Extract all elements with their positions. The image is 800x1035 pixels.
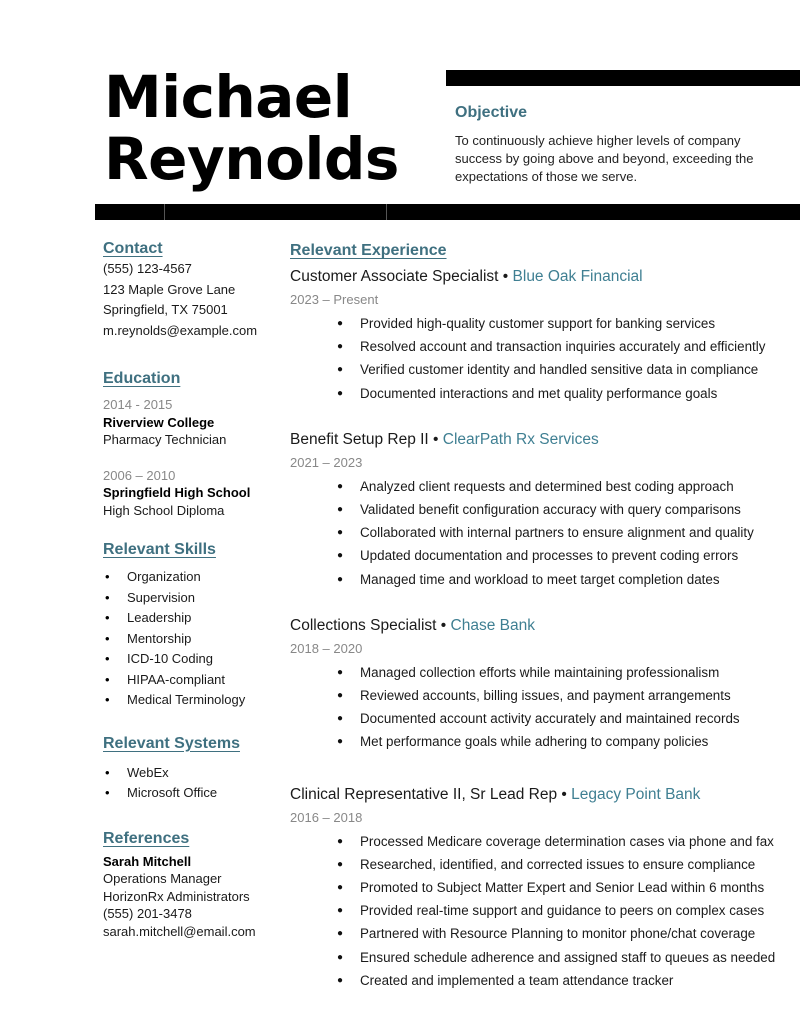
references-section [103, 830, 283, 941]
job-bullet: ● Provided real-time support and guidance to peers on complex cases [290, 899, 795, 922]
skill-item: • Medical Terminology [103, 690, 283, 711]
job-title: Benefit Setup Rep II [290, 430, 429, 448]
education-school: Riverview College [103, 414, 215, 430]
job-bullet: ● Resolved account and transaction inquiries accurately and efficiently [290, 335, 795, 358]
job-entry [290, 266, 795, 405]
job-company: ClearPath Rx Services [442, 430, 599, 448]
job-title: Collections Specialist [290, 616, 437, 634]
skill-item: • HIPAA-compliant [103, 670, 283, 691]
experience-section [290, 242, 795, 992]
job-separator: • [436, 616, 451, 634]
education-program: High School Diploma [103, 502, 225, 518]
job-company: Chase Bank [450, 616, 535, 634]
job-dates: 2016 – 2018 [290, 809, 363, 825]
first-name: Michael [104, 63, 353, 131]
job-dates: 2018 – 2020 [290, 640, 363, 656]
job-bullet: ● Analyzed client requests and determined best coding approach [290, 475, 795, 498]
education-entry [103, 396, 283, 449]
last-name: Reynolds [104, 125, 399, 193]
education-years: 2006 – 2010 [103, 467, 176, 483]
job-bullet: ● Partnered with Resource Planning to monitor phone/chat coverage [290, 922, 795, 945]
job-title: Clinical Representative II, Sr Lead Rep [290, 785, 558, 803]
education-title: Education [103, 370, 181, 387]
job-bullets [290, 312, 795, 405]
job-separator: • [498, 268, 513, 285]
job-separator: • [557, 785, 572, 803]
job-bullet: ● Processed Medicare coverage determination cases via phone and fax [290, 830, 795, 853]
job-heading [290, 429, 795, 451]
skill-item: • Supervision [103, 588, 283, 609]
skills-section [103, 541, 283, 711]
reference-name: Sarah Mitchell [103, 853, 192, 869]
contact-phone: (555) 123-4567 [103, 261, 192, 276]
job-bullet: ● Managed time and workload to meet target completion dates [290, 568, 795, 591]
left-column [103, 240, 283, 940]
job-bullet: ● Collaborated with internal partners to ensure alignment and quality [290, 521, 795, 544]
job-bullet: ● Researched, identified, and corrected issues to ensure compliance [290, 853, 795, 876]
job-bullet: ● Ensured schedule adherence and assigned staff to queues as needed [290, 946, 795, 969]
skills-title: Relevant Skills [103, 541, 216, 558]
job-bullet: ● Updated documentation and processes to prevent coding errors [290, 544, 795, 567]
job-title: Customer Associate Specialist [290, 268, 499, 285]
job-heading [290, 784, 795, 806]
header-bar-bottom [95, 204, 800, 220]
job-bullet: ● Verified customer identity and handled sensitive data in compliance [290, 358, 795, 381]
contact-street: 123 Maple Grove Lane [103, 281, 236, 297]
job-entry [290, 615, 795, 754]
job-bullet: ● Met performance goals while adhering to company policies [290, 730, 795, 753]
contact-email: m.reynolds@example.com [103, 322, 258, 338]
education-entry [103, 467, 283, 520]
job-dates: 2023 – Present [290, 292, 379, 307]
job-bullet: ● Promoted to Subject Matter Expert and Senior Lead within 6 months [290, 876, 795, 899]
systems-section [103, 735, 283, 804]
education-program: Pharmacy Technician [103, 432, 227, 447]
contact-city: Springfield, TX 75001 [103, 302, 228, 317]
job-bullet: ● Created and implemented a team attendance tracker [290, 969, 795, 992]
systems-list [103, 763, 283, 804]
job-bullet: ● Documented account activity accurately and maintained records [290, 707, 795, 730]
contact-section [103, 240, 283, 341]
job-separator: • [428, 430, 443, 448]
job-bullet: ● Documented interactions and met quality performance goals [290, 382, 795, 405]
job-bullet: ● Reviewed accounts, billing issues, and payment arrangements [290, 684, 795, 707]
job-bullet: ● Provided high-quality customer support for banking services [290, 312, 795, 335]
system-item: • WebEx [103, 763, 283, 784]
objective-text: To continuously achieve higher levels of company success by going above and beyond, exceeding the expectations of those we serve. [455, 133, 754, 184]
education-school: Springfield High School [103, 485, 251, 500]
objective-section [455, 104, 785, 186]
reference-email: sarah.mitchell@email.com [103, 923, 256, 939]
education-section [103, 370, 283, 519]
skill-item: • Leadership [103, 608, 283, 629]
skill-item: • Organization [103, 567, 283, 588]
job-bullet: ● Validated benefit configuration accuracy with query comparisons [290, 498, 795, 521]
objective-title: Objective [455, 104, 528, 121]
job-entry [290, 784, 795, 992]
job-bullets [290, 661, 795, 754]
job-dates: 2021 – 2023 [290, 454, 363, 470]
job-bullets [290, 830, 795, 992]
references-title: References [103, 829, 190, 847]
experience-title: Relevant Experience [290, 242, 447, 259]
systems-title: Relevant Systems [103, 734, 240, 752]
system-item: • Microsoft Office [103, 783, 283, 804]
job-entry [290, 429, 795, 591]
reference-role: Operations Manager [103, 871, 222, 886]
skill-item: • Mentorship [103, 629, 283, 650]
job-company: Legacy Point Bank [571, 785, 701, 803]
job-company: Blue Oak Financial [512, 268, 643, 285]
job-heading [290, 266, 795, 288]
job-bullets [290, 475, 795, 591]
reference-company: HorizonRx Administrators [103, 888, 250, 904]
reference-phone: (555) 201-3478 [103, 906, 192, 921]
job-heading [290, 615, 795, 637]
contact-title: Contact [103, 240, 163, 257]
skills-list [103, 567, 283, 711]
education-years: 2014 - 2015 [103, 397, 173, 412]
header-bar-top [446, 70, 800, 86]
candidate-name [104, 63, 399, 193]
job-bullet: ● Managed collection efforts while maintaining professionalism [290, 661, 795, 684]
skill-item: • ICD-10 Coding [103, 649, 283, 670]
